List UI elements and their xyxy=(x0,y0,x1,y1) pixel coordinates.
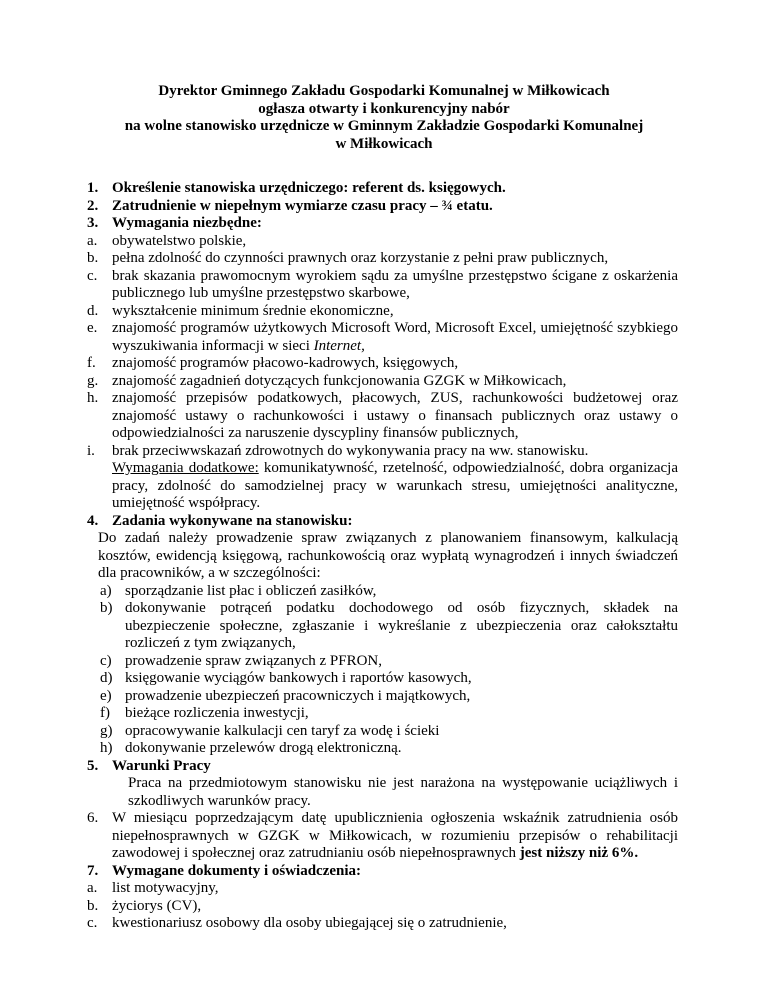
additional-requirements: Wymagania dodatkowe: komunikatywność, rzetelność, odpowiedzialność, dobra organizacja pracy, zdolność do samodzielnej pracy w warunkach stresu, umiejętności analityczne, umiejętność współpracy. xyxy=(112,460,678,511)
section-4-intro: Do zadań należy prowadzenie spraw związanych z planowaniem finansowym, kalkulacją kosztów, ewidencją księgową, rachunkowością oraz wypłatą wynagrodzeń i innych świadczeń dla pracowników, a w szczególności: xyxy=(98,530,678,581)
requirement-a: a. obywatelstwo polskie, xyxy=(87,232,247,249)
header-line-2: ogłasza otwarty i konkurencyjny nabór xyxy=(258,100,510,117)
section-4: 4. Zadania wykonywane na stanowisku: xyxy=(87,512,353,529)
document-body xyxy=(0,180,768,933)
requirement-f: f. znajomość programów płacowo-kadrowych, księgowych, xyxy=(87,355,459,371)
header-line-3: na wolne stanowisko urzędnicze w Gminnym Zakładzie Gospodarki Komunalnej xyxy=(124,118,644,135)
task-g: g) opracowywanie kalkulacji cen taryf za wodę i ścieki xyxy=(100,722,440,739)
task-f: f) bieżące rozliczenia inwestycji, xyxy=(100,705,309,721)
document-c: c. kwestionariusz osobowy dla osoby ubiegającej się o zatrudnienie, xyxy=(87,915,507,931)
section-7: 7. Wymagane dokumenty i oświadczenia: xyxy=(87,862,362,879)
document-b: b. życiorys (CV), xyxy=(87,897,202,914)
task-a: a) sporządzanie list płac i obliczeń zasiłków, xyxy=(100,582,377,599)
requirement-c: c. brak skazania prawomocnym wyrokiem sądu za umyślne przestępstwo ścigane z oskarżenia publicznego lub umyślne przestępstwo skarbowe, xyxy=(87,267,678,301)
task-d: d) księgowanie wyciągów bankowych i raportów kasowych, xyxy=(100,670,472,686)
requirement-d: d. wykształcenie minimum średnie ekonomiczne, xyxy=(87,302,394,319)
header-line-1: Dyrektor Gminnego Zakładu Gospodarki Komunalnej w Miłkowicach xyxy=(158,83,610,99)
announcement-header xyxy=(0,83,768,153)
section-5-body: Praca na przedmiotowym stanowisku nie jest narażona na występowanie uciążliwych i szkodliwych warunków pracy. xyxy=(128,775,678,809)
task-e: e) prowadzenie ubezpieczeń pracowniczych i majątkowych, xyxy=(100,687,471,704)
section-2: 2. Zatrudnienie w niepełnym wymiarze czasu pracy – ¾ etatu. xyxy=(87,197,493,214)
requirement-e: e. znajomość programów użytkowych Microsoft Word, Microsoft Excel, umiejętność szybkiego wyszukiwania informacji w sieci Internet, xyxy=(87,320,678,354)
requirement-i: i. brak przeciwwskazań zdrowotnych do wykonywania pracy na ww. stanowisku. xyxy=(87,442,589,459)
requirement-b: b. pełna zdolność do czynności prawnych oraz korzystanie z pełni praw publicznych, xyxy=(87,250,609,266)
task-h: h) dokonywanie przelewów drogą elektroniczną. xyxy=(100,740,402,756)
section-5: 5. Warunki Pracy xyxy=(87,757,211,774)
header-line-4: w Miłkowicach xyxy=(335,135,433,152)
task-b: b) dokonywanie potrąceń podatku dochodowego od osób fizycznych, składek na ubezpieczenie społeczne, zgłaszanie i wykreślanie z ubezpieczenia oraz całokształtu rozliczeń z tym związanych, xyxy=(100,600,678,651)
section-6: 6. W miesiącu poprzedzającym datę upublicznienia ogłoszenia wskaźnik zatrudnienia osób niepełnosprawnych w GZGK w Miłkowicach, w rozumieniu przepisów o rehabilitacji zawodowej i społecznej oraz zatrudnianiu osób niepełnosprawnych jest niższy niż 6%. xyxy=(87,810,678,861)
task-c: c) prowadzenie spraw związanych z PFRON, xyxy=(100,652,382,669)
section-1: 1. Określenie stanowiska urzędniczego: referent ds. księgowych. xyxy=(87,180,506,196)
document-a: a. list motywacyjny, xyxy=(87,880,219,896)
section-3: 3. Wymagania niezbędne: xyxy=(87,215,262,231)
requirement-g: g. znajomość zagadnień dotyczących funkcjonowania GZGK w Miłkowicach, xyxy=(87,372,567,389)
requirement-h: h. znajomość przepisów podatkowych, płacowych, ZUS, rachunkowości budżetowej oraz znajomość ustawy o rachunkowości i ustawy o finansach publicznych oraz ustawy o odpowiedzialności za naruszenie dyscypliny finansów publicznych, xyxy=(87,390,678,441)
